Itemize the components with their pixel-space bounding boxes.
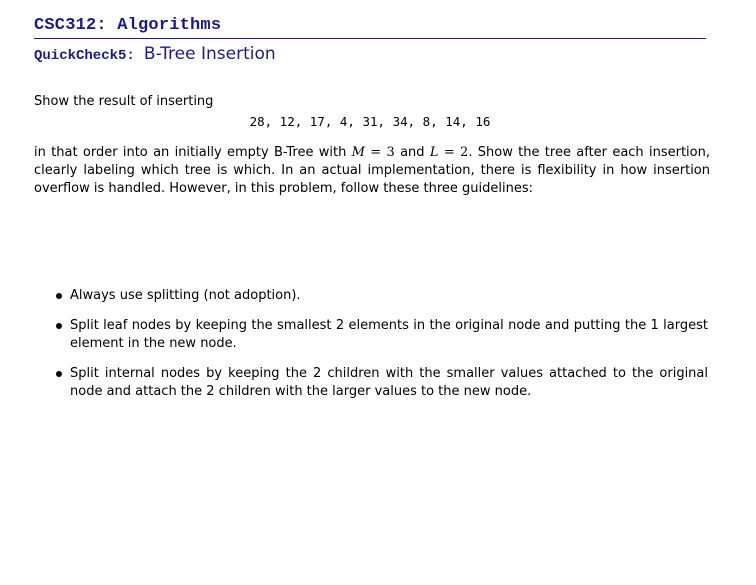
guideline-text: Always use splitting (not adoption). bbox=[70, 288, 301, 303]
m-equation: = 3 bbox=[364, 145, 395, 160]
guidelines-list bbox=[56, 287, 708, 413]
bullet-icon bbox=[56, 371, 62, 377]
guideline-text: Split internal nodes by keeping the 2 children with the smaller values attached to the original node and attach the 2 children with the larger values to the new node. bbox=[70, 366, 708, 399]
body-text-3: . Show the tree after each insertion, clearly labeling which tree is which. In an actual implementation, there is flexibility in how insertion overflow is handled. However, in this problem, follow these three guidelines: bbox=[34, 145, 710, 196]
bullet-icon bbox=[56, 323, 62, 329]
subtitle bbox=[34, 44, 276, 64]
header-rule bbox=[34, 38, 706, 39]
guideline-item bbox=[56, 365, 708, 401]
guideline-item bbox=[56, 317, 708, 353]
problem-intro: Show the result of inserting bbox=[34, 94, 214, 109]
document-page bbox=[34, 0, 710, 585]
course-title: CSC312: Algorithms bbox=[34, 16, 222, 35]
problem-body bbox=[34, 144, 710, 198]
l-equation: = 2 bbox=[438, 145, 469, 160]
insertion-sequence: 28, 12, 17, 4, 31, 34, 8, 14, 16 bbox=[249, 114, 491, 129]
guideline-item bbox=[56, 287, 708, 305]
bullet-icon bbox=[56, 293, 62, 299]
body-text-2: and bbox=[394, 145, 430, 160]
quickcheck-label: QuickCheck5: bbox=[34, 48, 135, 64]
topic-title: B-Tree Insertion bbox=[143, 44, 276, 64]
body-text-1: in that order into an initially empty B-Tree with bbox=[34, 145, 352, 160]
guideline-text: Split leaf nodes by keeping the smallest 2 elements in the original node and putting the 1 largest element in the new node. bbox=[70, 318, 708, 351]
m-variable: M bbox=[351, 145, 365, 160]
l-variable: L bbox=[429, 145, 439, 160]
